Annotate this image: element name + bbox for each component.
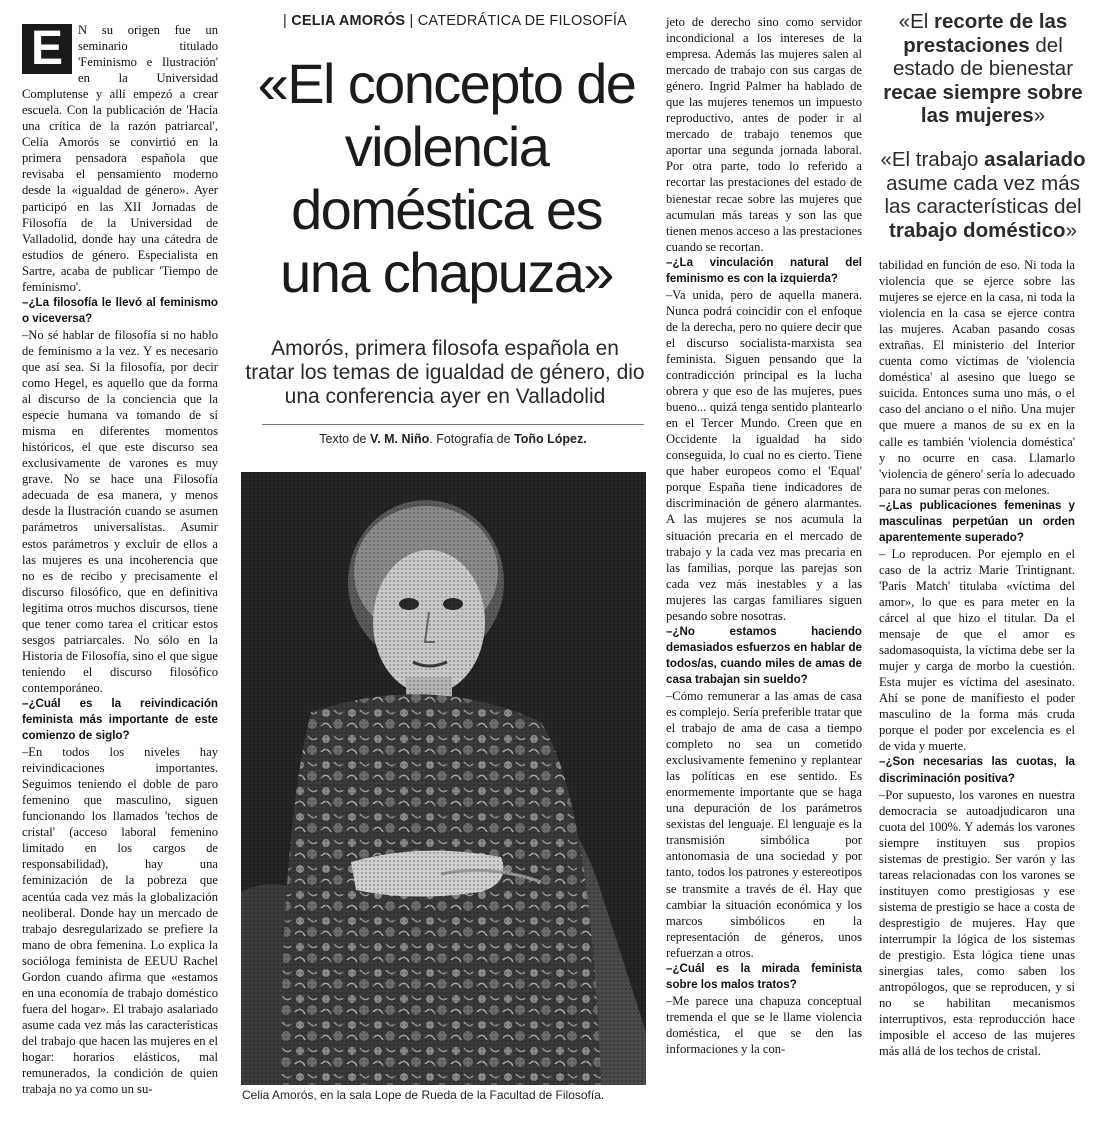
byline-rule bbox=[262, 424, 644, 425]
question-6: –¿Las publicaciones femeninas y masculinas perpetúan un orden aparentemente superado? bbox=[879, 498, 1075, 544]
answer-2-part-1: –En todos los niveles hay reivindicaciones importantes. Seguimos teniendo el doble de paro femenino que masculino, siguen funcionando los llamados 'techos de cristal' (acceso laboral femenino limitado en los cargos de responsabilidad), hay una feminización de la pobreza que acentúa cada vez más la globalización neoliberal. Donde hay un mercado de trabajo desregularizado se prefiere la mano de obra femenina. Lo explica la socióloga feminista de EEUU Rachel Gordon cuando afirma que «estamos en una economía de trabajo doméstico fuera del hogar». El trabajo asalariado asume cada vez más las características del trabajo que hacen las mujeres en el hogar: horarios elásticos, mal remunerados, la condición de quien trabaja no ya como un su- bbox=[22, 745, 218, 1097]
question-3: –¿La vinculación natural del feminismo es con la izquierda? bbox=[666, 255, 862, 285]
byline-text-author: V. M. Niño bbox=[370, 432, 430, 446]
answer-5-part-1: –Me parece una chapuza conceptual tremenda el que se le llame violencia doméstica, el que se den las informaciones y la con- bbox=[666, 993, 862, 1056]
question-1: –¿La filosofía le llevó al feminismo o viceversa? bbox=[22, 295, 218, 325]
answer-7: –Por supuesto, los varones en nuestra democracia se autoadjudicaron una cuota del 100%. Y además los varones siempre instituyen sus propios sistemas de prestigio. Ser varón y las tareas relacionadas con los varones se instituyen como prestigiosas y ese sistema de prestigio se hace a costa de desprestigio de mujeres. Hay que interrumpir la lógica de los sistemas de prestigio. Esta lógica tiene unas sinergias tales, como saben los antropólogos, que se reproducen, y si no se habilitan mecanismos interruptivos, esta reproducción hace imposible el acceso de las mujeres más allá de los techos de cristal. bbox=[879, 787, 1075, 1059]
byline-text-label: Texto de bbox=[319, 432, 367, 446]
intro-text: N su origen fue un seminario titulado 'Feminismo e Ilustración' en la Universidad Complutense y allí empezó a crear escuela. Con la publicación de 'Hacia una crítica de la razón patriarcal', Celia Amorós se convirtió en la primera pensadora española que revisaba el pensamiento moderno desde la «igualdad de género». Ayer participó en las XII Jornadas de Filosofía de la Universidad de Valladolid, donde hay una cátedra de estudios de género. Especialista en Sartre, acaba de publicar 'Tiempo de feminismo'. bbox=[22, 23, 218, 294]
kicker-role: CATEDRÁTICA DE FILOSOFÍA bbox=[417, 13, 627, 29]
byline-photo-author: Toño López. bbox=[514, 432, 587, 446]
answer-3: –Va unida, pero de aquella manera. Nunca podrá coincidir con el enfoque de la derecha, pero no quiere decir que el discurso socialista-marxista sea feminista. Siguen pensando que la contradicción principal es la lucha obrera y que eso de las mujeres, pues bueno... quizá tenga sentido plantearlo en el Tercer Mundo. Creen que en Occidente la igualdad ha sido conseguida, lo cual no es cierto. Tiene que haber europeos como el 'Equal' porque España tiene indicadores de discriminación de género alarmantes. A las mujeres se nos acumula la situación precaria en el mercado de trabajo y la cada vez mas precaria en las familias, porque las parejas son cada vez más inestables y a las mujeres las cargas familiares siguen pesando sobre nosotras. bbox=[666, 287, 862, 623]
headline: «El concepto de violencia doméstica es una chapuza» bbox=[257, 52, 636, 304]
portrait-photo bbox=[241, 472, 646, 1085]
kicker: | CELIA AMORÓS | CATEDRÁTICA DE FILOSOFÍA bbox=[283, 13, 627, 29]
pull-quote-2: «El trabajo asalariado asume cada vez más las características del trabajo doméstico» bbox=[880, 148, 1086, 242]
answer-6: – Lo reproducen. Por ejemplo en el caso de la actriz Marie Trintignant. 'Paris Match' titulaba «víctima del amor», lo que es para meter en la cárcel al que hizo el titular. Da el mensaje de que el amor es sadomasoquista, la víctima debe ser la mujer y carga de morbo la cuestión. Esta mujer es víctima del asesinato. Ahí se pone de manifiesto el poder masculino de la forma más cruda porque el poder por excelencia es el de vida y muerte. bbox=[879, 546, 1075, 754]
answer-2-part-2: jeto de derecho sino como servidor incondicional a los intereses de la empresa. Además las mujeres salen al mercado de trabajo con sus cargas de género. Ingrid Palmer ha hablado de que las mujeres tenemos un impuesto reproductivo, antes de poder ir al mercado de trabajo tenemos que aportar una segunda jornada laboral. Por otra parte, todo lo referido a recortar las prestaciones del estado de bienestar recae sobre las mujeres que acumulan más tareas y son las que tienen menos acceso a las prestaciones cuando se recortan. bbox=[666, 15, 862, 254]
question-2: –¿Cuál es la reivindicación feminista más importante de este comienzo de siglo? bbox=[22, 696, 218, 743]
question-4: –¿No estamos haciendo demasiados esfuerzos en hablar de todos/as, cuando miles de amas de casa trabajan sin sueldo? bbox=[666, 624, 862, 686]
byline-photo-label: . Fotografía de bbox=[429, 432, 511, 446]
article-column-4 bbox=[879, 257, 1075, 1059]
byline bbox=[262, 432, 644, 446]
dropcap: E bbox=[22, 24, 72, 74]
pull-quote-1: «El recorte de las prestaciones del estado de bienestar recae siempre sobre las mujeres» bbox=[883, 10, 1083, 127]
article-column-1 bbox=[22, 22, 218, 1097]
subtitle: Amorós, primera filosofa española en tratar los temas de igualdad de género, dio una conferencia ayer en Valladolid bbox=[245, 337, 645, 408]
answer-5-part-2: tabilidad en función de eso. Ni toda la violencia que se ejerce sobre las mujeres se ejerce en la casa, ni toda la violencia en la casa se ejerce contra las mujeres. Acaban pasando cosas extrañas. El ministerio del Interior cuenta como víctimas de 'violencia doméstica' al asesino que luego se suicida. Entonces suma uno más, o el caso del anciano o el niño. Una mujer que muere a manos de su ex en la calle es también 'violencia doméstica' y no ocurre en casa. Llamarlo 'violencia de género' sería lo adecuado para no sumar peras con melones. bbox=[879, 258, 1075, 497]
kicker-name: CELIA AMORÓS bbox=[291, 13, 406, 29]
photo-caption: Celia Amorós, en la sala Lope de Rueda de la Facultad de Filosofía. bbox=[242, 1088, 605, 1102]
answer-4: –Cómo remunerar a las amas de casa es complejo. Sería preferible tratar que el trabajo de ama de casa a tiempo completo no sea un cometido exclusivamente femenino y replantear las políticas en ese sentido. Es enormemente importante que se haga una depuración de los parámetros sexistas del lenguaje. El lenguaje es la transmisión simbólica por antonomasia de una sociedad y por tanto, todos los patrones y estereotipos se transmite a través de él. Hay que cambiar la situación económica y los marcos simbólicos en la representación de géneros, unos refuerzan a otros. bbox=[666, 688, 862, 960]
answer-1: –No sé hablar de filosofía si no hablo de feminismo a la vez. Y es necesario que así sea. Si la filosofía, por decir como Hegel, es aquello que da forma al discurso de la conciencia que la especie humana va tomando de sí misma en diferentes momentos históricos, el que este discurso sea exclusivamente de varones es muy grave. No se hace una Filosofía adecuada de esa manera, y menos desde la Ilustración cuando se asumen parámetros universalistas. Asumir estos parámetros y excluir de ellos a las mujeres es una incoherencia que no es de recibo y precisamente el discurso filosófico, que en definitiva legitima otros muchos discursos, tiene que tener como tarea el criticar estos sesgos patriarcales. No sólo en la Historia de Filosofía, sino el que sigue teniendo el discurso filosófico contemporáneo. bbox=[22, 327, 218, 695]
intro-paragraph bbox=[22, 22, 218, 295]
question-5: –¿Cuál es la mirada feminista sobre los malos tratos? bbox=[666, 961, 862, 991]
article-column-3 bbox=[666, 14, 862, 1057]
question-7: –¿Son necesarias las cuotas, la discriminación positiva? bbox=[879, 755, 1075, 785]
